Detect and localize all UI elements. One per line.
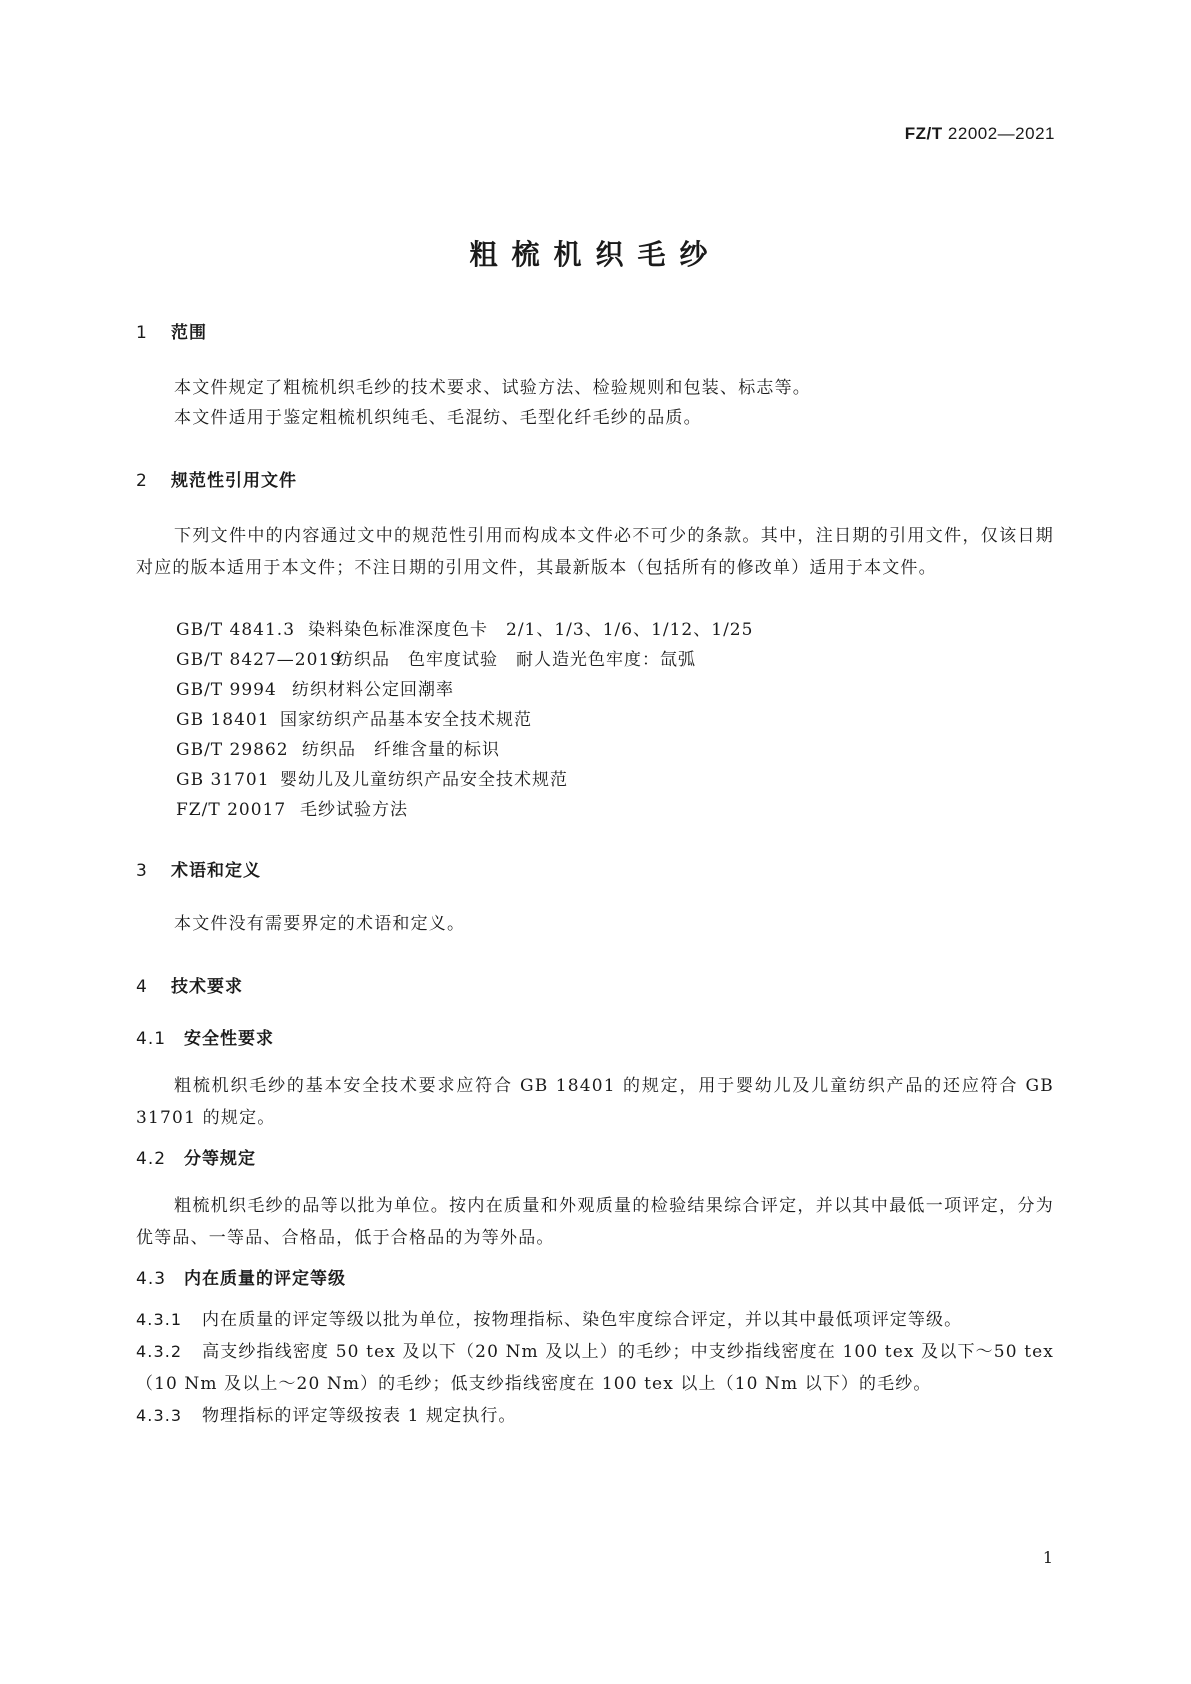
scope-paragraph-2: 本文件适用于鉴定粗梳机织纯毛、毛混纺、毛型化纤毛纱的品质。: [174, 408, 702, 428]
section-title: 技术要求: [171, 977, 243, 997]
section-4-heading: [136, 972, 243, 997]
safety-paragraph: 粗梳机织毛纱的基本安全技术要求应符合 GB 18401 的规定，用于婴幼儿及儿童纺织产品的还应符合 GB 31701 的规定。: [136, 1076, 1054, 1128]
reference-title: 染料染色标准深度色卡 2/1、1/3、1/6、1/12、1/25: [308, 620, 754, 640]
section-3-heading: [136, 856, 261, 881]
reference-code: GB/T 8427—2019: [176, 650, 343, 670]
standard-prefix: FZ/T: [904, 124, 943, 143]
section-title: 内在质量的评定等级: [184, 1269, 346, 1289]
reference-item: [176, 645, 696, 670]
reference-item: [176, 765, 568, 790]
terms-paragraph: 本文件没有需要界定的术语和定义。: [174, 914, 466, 934]
section-1-heading: [136, 318, 207, 343]
section-number: 4.2: [136, 1149, 167, 1169]
clause-number: 4.3.1: [136, 1310, 183, 1329]
reference-title: 纺织材料公定回潮率: [292, 680, 454, 700]
section-number: 3: [136, 861, 148, 881]
section-4-1-heading: [136, 1024, 274, 1049]
section-title: 术语和定义: [171, 861, 261, 881]
section-title: 范围: [171, 323, 207, 343]
clause-4-3-1: [136, 1304, 1054, 1336]
reference-item: [176, 795, 408, 820]
section-title: 规范性引用文件: [171, 471, 297, 491]
scope-paragraph-1: 本文件规定了粗梳机织毛纱的技术要求、试验方法、检验规则和包装、标志等。: [174, 378, 811, 398]
reference-title: 婴幼儿及儿童纺织产品安全技术规范: [280, 770, 568, 790]
clause-number: 4.3.3: [136, 1406, 183, 1425]
section-title: 分等规定: [184, 1149, 256, 1169]
document-title: 粗梳机织毛纱: [469, 238, 722, 271]
clause-number: 4.3.2: [136, 1342, 183, 1361]
reference-item: [176, 615, 753, 640]
section-number: 4.1: [136, 1029, 167, 1049]
section-4-2-heading: [136, 1144, 256, 1169]
section-number: 4: [136, 977, 148, 997]
reference-code: GB 31701: [176, 770, 270, 790]
standard-code: [905, 124, 1055, 144]
reference-code: FZ/T 20017: [176, 800, 287, 820]
clause-text: 高支纱指线密度 50 tex 及以下（20 Nm 及以上）的毛纱；中支纱指线密度在 100 tex 及以下～50 tex（10 Nm 及以上～20 Nm）的毛纱；低支纱指线密度在 100 tex 以上（10 Nm 以下）的毛纱。: [136, 1342, 1054, 1394]
section-number: 4.3: [136, 1269, 167, 1289]
references-intro: 下列文件中的内容通过文中的规范性引用而构成本文件必不可少的条款。其中，注日期的引用文件，仅该日期对应的版本适用于本文件；不注日期的引用文件，其最新版本（包括所有的修改单）适用于本文件。: [136, 526, 1054, 578]
section-number: 2: [136, 471, 148, 491]
reference-title: 纺织品 色牢度试验 耐人造光色牢度：氙弧: [336, 650, 696, 670]
reference-code: GB/T 9994: [176, 680, 277, 700]
reference-title: 国家纺织产品基本安全技术规范: [280, 710, 532, 730]
section-number: 1: [136, 323, 148, 343]
reference-item: [176, 735, 500, 760]
section-4-3-heading: [136, 1264, 346, 1289]
clause-text: 物理指标的评定等级按表 1 规定执行。: [202, 1406, 517, 1426]
page-number: 1: [1042, 1548, 1053, 1567]
reference-title: 毛纱试验方法: [300, 800, 408, 820]
section-title: 安全性要求: [184, 1029, 274, 1049]
clause-4-3-2: [136, 1336, 1054, 1400]
reference-item: [176, 705, 532, 730]
reference-code: GB/T 4841.3: [176, 620, 296, 640]
standard-number: 22002—2021: [947, 124, 1055, 143]
grading-paragraph: 粗梳机织毛纱的品等以批为单位。按内在质量和外观质量的检验结果综合评定，并以其中最低一项评定，分为优等品、一等品、合格品，低于合格品的为等外品。: [136, 1196, 1054, 1248]
reference-code: GB/T 29862: [176, 740, 289, 760]
section-2-heading: [136, 466, 297, 491]
reference-title: 纺织品 纤维含量的标识: [302, 740, 500, 760]
reference-code: GB 18401: [176, 710, 270, 730]
clause-4-3-3: [136, 1400, 1054, 1432]
clause-text: 内在质量的评定等级以批为单位，按物理指标、染色牢度综合评定，并以其中最低项评定等级。: [202, 1310, 963, 1330]
reference-item: [176, 675, 454, 700]
